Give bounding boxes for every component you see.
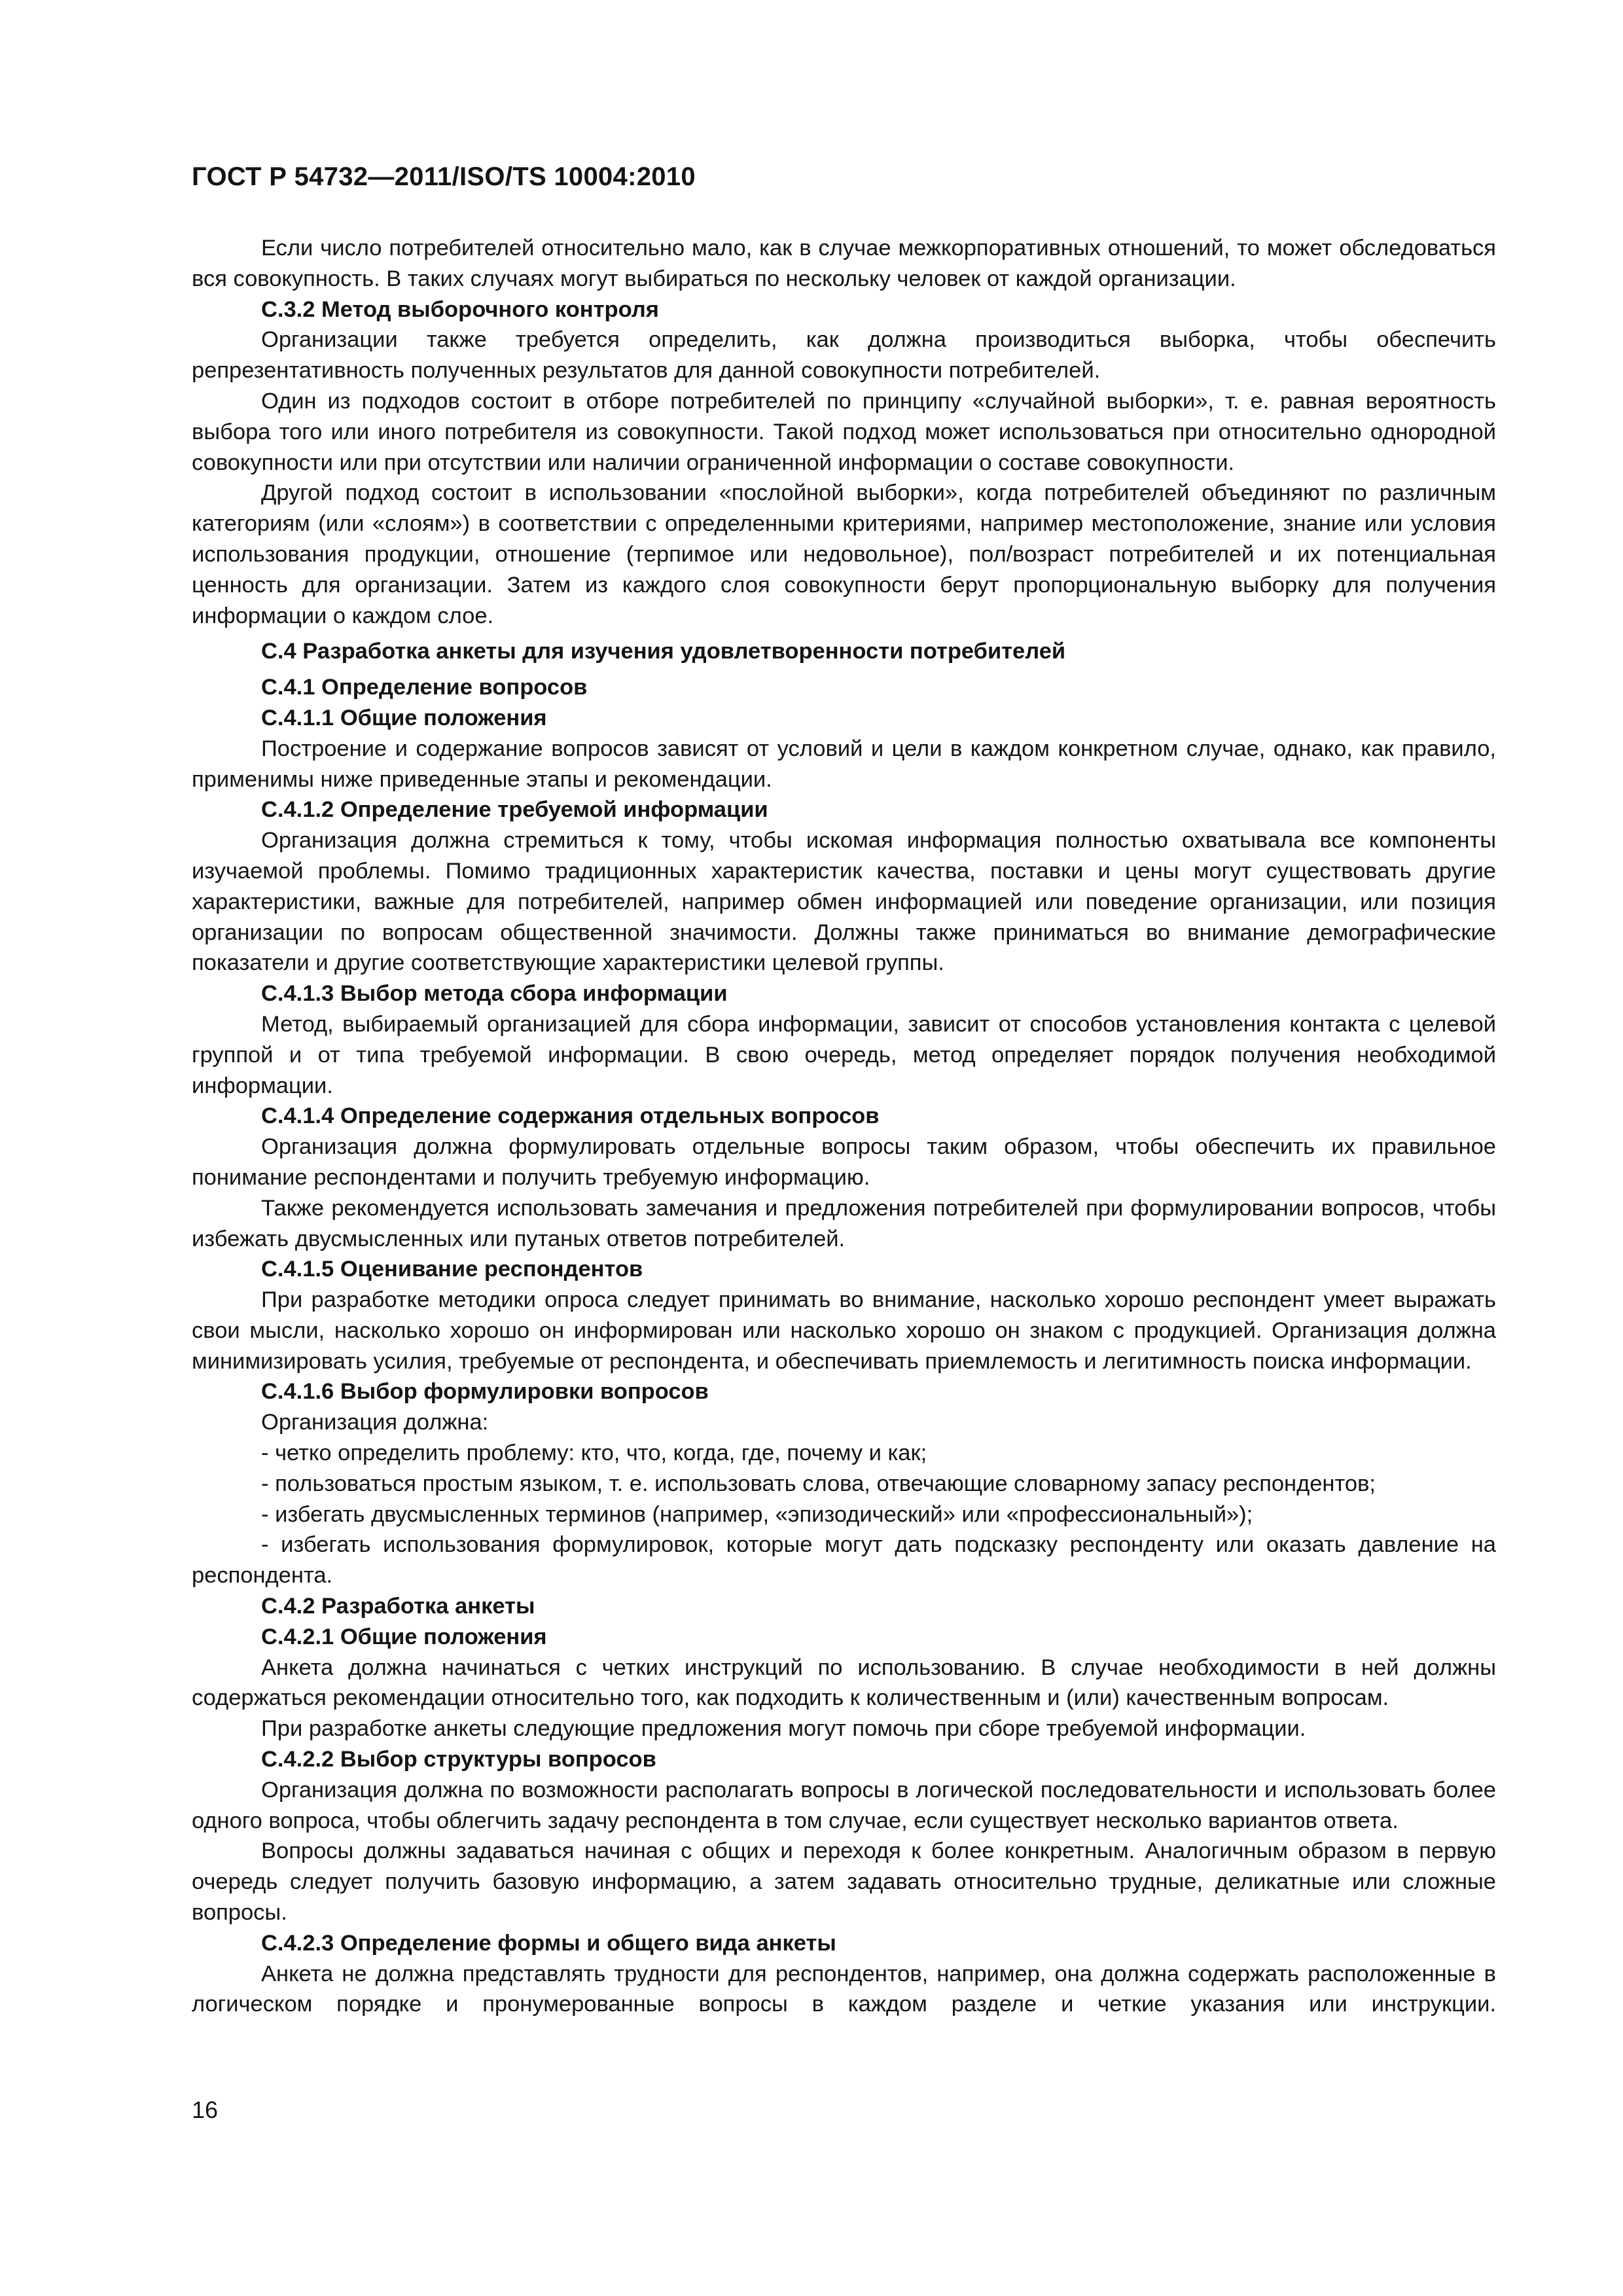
section-heading: С.4 Разработка анкеты для изучения удовлетворенности потребителей <box>261 639 1066 664</box>
list-item: - четко определить проблему: кто, что, когда, где, почему и как; <box>261 1441 927 1466</box>
document-header: ГОСТ Р 54732—2011/ISO/TS 10004:2010 <box>192 162 696 191</box>
document-body <box>192 233 1496 2020</box>
paragraph: Также рекомендуется использовать замечания и предложения потребителей при формулировании вопросов, чтобы избежать двусмысленных или путаных ответов потребителей. <box>192 1195 1496 1251</box>
list-item: - избегать использования формулировок, которые могут дать подсказку респонденту или оказать давление на респондента. <box>192 1532 1496 1588</box>
section-heading: С.4.1 Определение вопросов <box>261 675 588 700</box>
paragraph: Один из подходов состоит в отборе потребителей по принципу «случайной выборки», т. е. равная вероятность выбора того или иного потребителя из совокупности. Такой подход может использоваться при относительно однородной совокупности или при отсутствии или наличии ограниченной информации о составе совокупности. <box>192 388 1496 475</box>
paragraph: Организация должна по возможности располагать вопросы в логической последовательности и использовать более одного вопроса, чтобы облегчить задачу респондента в том случае, если существует несколько вариантов ответа. <box>192 1777 1496 1833</box>
section-heading: С.3.2 Метод выборочного контроля <box>261 296 659 322</box>
paragraph: Анкета не должна представлять трудности для респондентов, например, она должна содержать расположенные в логическом порядке и пронумерованные вопросы в каждом разделе и четкие указания или инструкции. <box>192 1961 1496 2017</box>
paragraph: Организации также требуется определить, как должна производиться выборка, чтобы обеспечить репрезентативность полученных результатов для данной совокупности потребителей. <box>192 327 1496 384</box>
section-heading: С.4.2.3 Определение формы и общего вида анкеты <box>261 1930 836 1956</box>
paragraph: Организация должна формулировать отдельные вопросы таким образом, чтобы обеспечить их правильное понимание респондентами и получить требуемую информацию. <box>192 1134 1496 1190</box>
paragraph: Другой подход состоит в использовании «послойной выборки», когда потребителей объединяют по различным категориям (или «слоям») в соответствии с определенными критериями, например местоположение, знание или условия использования продукции, отношение (терпимое или недовольное), пол/возраст потребителей и их потенциальная ценность для организации. Затем из каждого слоя совокупности берут пропорциональную выборку для получения информации о каждом слое. <box>192 480 1496 628</box>
section-heading: С.4.1.4 Определение содержания отдельных вопросов <box>261 1103 880 1129</box>
paragraph: Организация должна: <box>261 1410 489 1435</box>
section-heading: С.4.1.3 Выбор метода сбора информации <box>261 981 728 1007</box>
paragraph: При разработке анкеты следующие предложения могут помочь при сборе требуемой информации. <box>261 1716 1306 1742</box>
section-heading: С.4.1.6 Выбор формулировки вопросов <box>261 1379 709 1405</box>
paragraph: При разработке методики опроса следует принимать во внимание, насколько хорошо респондент умеет выражать свои мысли, насколько хорошо он информирован или насколько хорошо он знаком с продукцией. Организация должна минимизировать усилия, требуемые от респондента, и обеспечивать приемлемость и легитимность поиска информации. <box>192 1287 1496 1374</box>
section-heading: С.4.1.5 Оценивание респондентов <box>261 1257 643 1282</box>
paragraph: Анкета должна начинаться с четких инструкций по использованию. В случае необходимости в ней должны содержаться рекомендации относительно того, как подходить к количественным и (или) качественным вопросам. <box>192 1655 1496 1711</box>
page-number: 16 <box>192 2096 219 2123</box>
section-heading: С.4.2.1 Общие положения <box>261 1624 547 1649</box>
section-heading: С.4.2.2 Выбор структуры вопросов <box>261 1747 656 1772</box>
section-heading: С.4.2 Разработка анкеты <box>261 1594 535 1619</box>
paragraph: Метод, выбираемый организацией для сбора информации, зависит от способов установления контакта с целевой группой и от типа требуемой информации. В свою очередь, метод определяет порядок получения необходимой информации. <box>192 1011 1496 1098</box>
paragraph: Если число потребителей относительно мало, как в случае межкорпоративных отношений, то может обследоваться вся совокупность. В таких случаях могут выбираться по нескольку человек от каждой организации. <box>192 236 1496 291</box>
list-item: - избегать двусмысленных терминов (например, «эпизодический» или «профессиональный»); <box>261 1501 1253 1527</box>
paragraph: Организация должна стремиться к тому, чтобы искомая информация полностью охватывала все компоненты изучаемой проблемы. Помимо традиционных характеристик качества, поставки и цены могут существовать другие характеристики, важные для потребителей, например обмен информацией или поведение организации, или позиция организации по вопросам общественной значимости. Должны также приниматься во внимание демографические показатели и другие соответствующие характеристики целевой группы. <box>192 828 1496 976</box>
section-heading: С.4.1.2 Определение требуемой информации <box>261 797 768 823</box>
paragraph: Вопросы должны задаваться начиная с общих и переходя к более конкретным. Аналогичным образом в первую очередь следует получить базовую информацию, а затем задавать относительно трудные, деликатные или сложные вопросы. <box>192 1839 1496 1926</box>
paragraph: Построение и содержание вопросов зависят от условий и цели в каждом конкретном случае, однако, как правило, применимы ниже приведенные этапы и рекомендации. <box>192 736 1496 792</box>
section-heading: С.4.1.1 Общие положения <box>261 705 547 730</box>
list-item: - пользоваться простым языком, т. е. использовать слова, отвечающие словарному запасу респондентов; <box>261 1471 1376 1496</box>
